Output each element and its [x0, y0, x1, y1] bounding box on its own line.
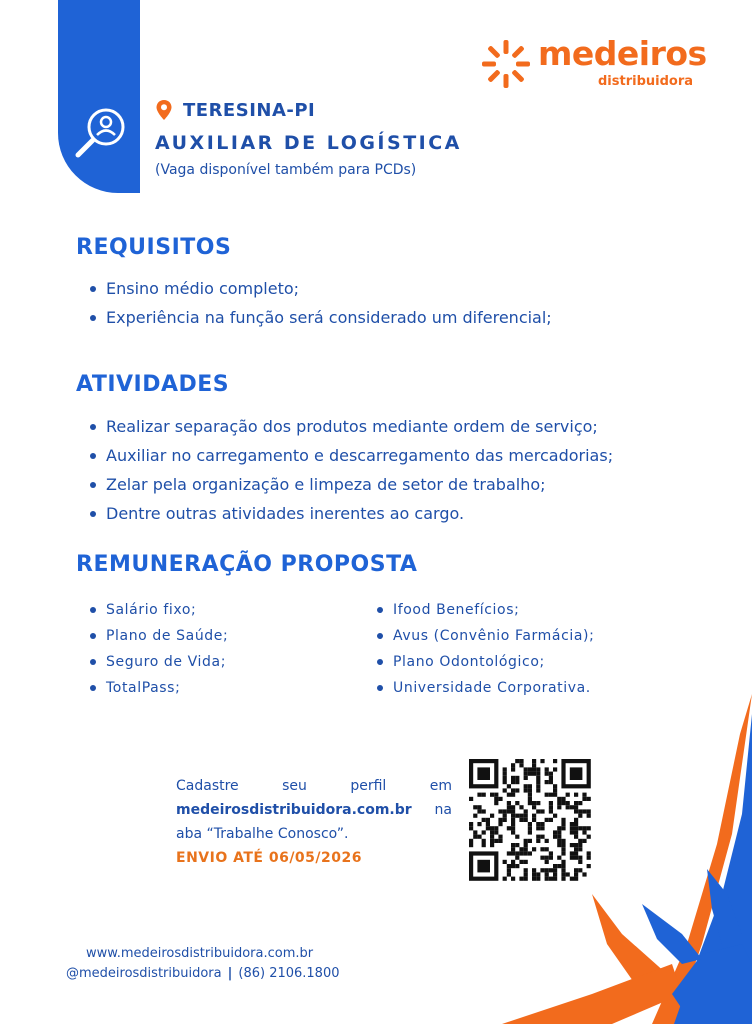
footer-phone[interactable]: (86) 2106.1800: [238, 966, 340, 981]
list-item: Auxiliar no carregamento e descarregamento das mercadorias;: [86, 441, 613, 470]
location-label: TERESINA-PI: [183, 99, 316, 121]
cta-line2: [176, 798, 452, 822]
list-item: Experiência na função será considerado um diferencial;: [86, 303, 552, 332]
footer-separator: |: [227, 966, 233, 981]
brand-burst-icon: [480, 38, 532, 90]
list-item: Plano Odontológico;: [373, 649, 594, 675]
brand-name: medeiros: [538, 34, 707, 73]
brand-logo: [480, 34, 707, 94]
job-title: AUXILIAR DE LOGÍSTICA: [155, 132, 462, 154]
site-link[interactable]: medeirosdistribuidora.com.br: [176, 802, 412, 818]
list-item: Ensino médio completo;: [86, 274, 552, 303]
cta-line2-suffix: na: [434, 802, 452, 818]
cta-line1: Cadastre seu perfil em: [176, 778, 452, 794]
list-item: Dentre outras atividades inerentes ao cargo.: [86, 499, 613, 528]
list-item: Seguro de Vida;: [86, 649, 228, 675]
corner-burst-decoration: [442, 694, 752, 1024]
list-item: Zelar pela organização e limpeza de setor de trabalho;: [86, 470, 613, 499]
deadline: ENVIO ATÉ 06/05/2026: [176, 850, 362, 866]
header-tab: [58, 0, 140, 193]
list-item: Realizar separação dos produtos mediante ordem de serviço;: [86, 412, 613, 441]
application-instructions: [176, 774, 452, 870]
location-row: [155, 98, 315, 122]
list-item: TotalPass;: [86, 675, 228, 701]
beneficios-list-left: [86, 597, 228, 701]
remuneracao-heading: REMUNERAÇÃO PROPOSTA: [76, 552, 418, 577]
footer-contact: [66, 966, 340, 981]
brand-subtitle: distribuidora: [598, 74, 694, 89]
cta-line3: aba “Trabalhe Conosco”.: [176, 826, 349, 842]
atividades-heading: ATIVIDADES: [76, 372, 230, 397]
pcd-note: (Vaga disponível também para PCDs): [155, 162, 417, 178]
requisitos-heading: REQUISITOS: [76, 235, 232, 260]
list-item: Universidade Corporativa.: [373, 675, 594, 701]
list-item: Plano de Saúde;: [86, 623, 228, 649]
footer-instagram[interactable]: @medeirosdistribuidora: [66, 966, 222, 981]
footer-website[interactable]: www.medeirosdistribuidora.com.br: [86, 946, 314, 961]
job-search-icon: [64, 100, 134, 170]
list-item: Salário fixo;: [86, 597, 228, 623]
requisitos-list: [86, 274, 552, 332]
atividades-list: [86, 412, 613, 528]
map-pin-icon: [155, 99, 173, 121]
list-item: Avus (Convênio Farmácia);: [373, 623, 594, 649]
beneficios-list-right: [373, 597, 594, 701]
list-item: Ifood Benefícios;: [373, 597, 594, 623]
